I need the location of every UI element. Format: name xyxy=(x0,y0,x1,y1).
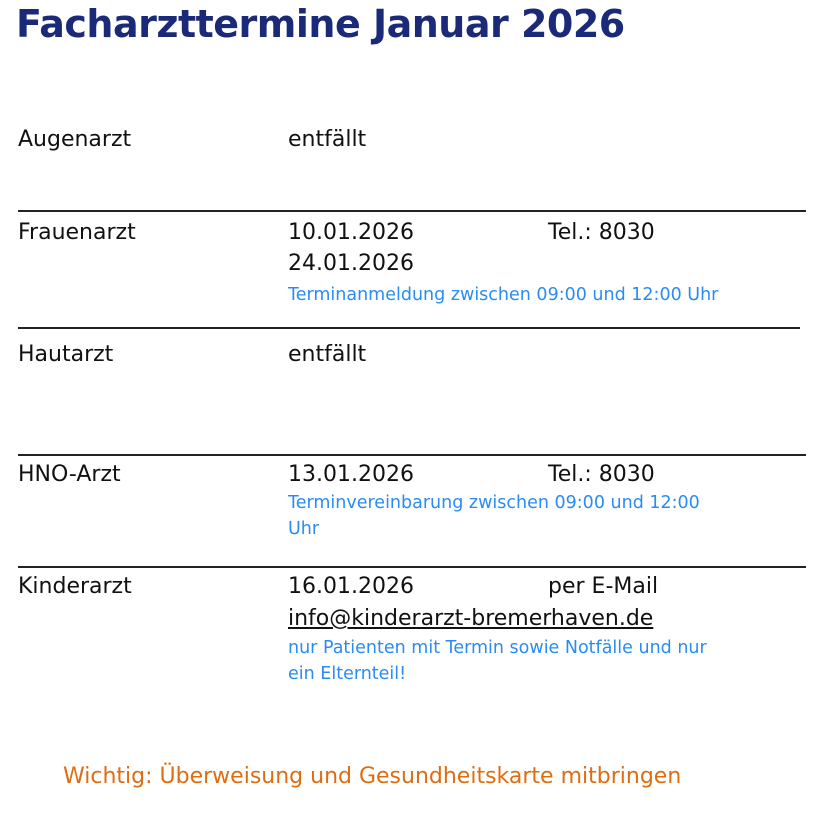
contact: per E-Mail xyxy=(548,574,659,599)
divider xyxy=(18,210,806,212)
date: 24.01.2026 xyxy=(288,251,414,276)
status: entfällt xyxy=(288,342,367,367)
note: Uhr xyxy=(288,519,320,539)
date: 13.01.2026 xyxy=(288,462,414,487)
specialist-name: Frauenarzt xyxy=(18,220,136,245)
contact: Tel.: 8030 xyxy=(548,462,655,487)
divider xyxy=(18,327,800,329)
note: Terminanmeldung zwischen 09:00 und 12:00 Uhr xyxy=(288,285,719,305)
page-title: Facharzttermine Januar 2026 xyxy=(16,2,625,46)
specialist-name: Kinderarzt xyxy=(18,574,132,599)
note: nur Patienten mit Termin sowie Notfälle und nur xyxy=(288,638,707,658)
note: ein Elternteil! xyxy=(288,664,407,684)
specialist-name: HNO-Arzt xyxy=(18,462,121,487)
email-link[interactable]: info@kinderarzt-bremerhaven.de xyxy=(288,606,654,631)
divider xyxy=(18,566,806,568)
note: Terminvereinbarung zwischen 09:00 und 12:00 xyxy=(288,493,700,513)
contact: Tel.: 8030 xyxy=(548,220,655,245)
date: 16.01.2026 xyxy=(288,574,414,599)
date: 10.01.2026 xyxy=(288,220,414,245)
footer-note: Wichtig: Überweisung und Gesundheitskarte mitbringen xyxy=(63,764,682,789)
specialist-name: Augenarzt xyxy=(18,127,132,152)
specialist-name: Hautarzt xyxy=(18,342,114,367)
status: entfällt xyxy=(288,127,367,152)
divider xyxy=(18,454,806,456)
